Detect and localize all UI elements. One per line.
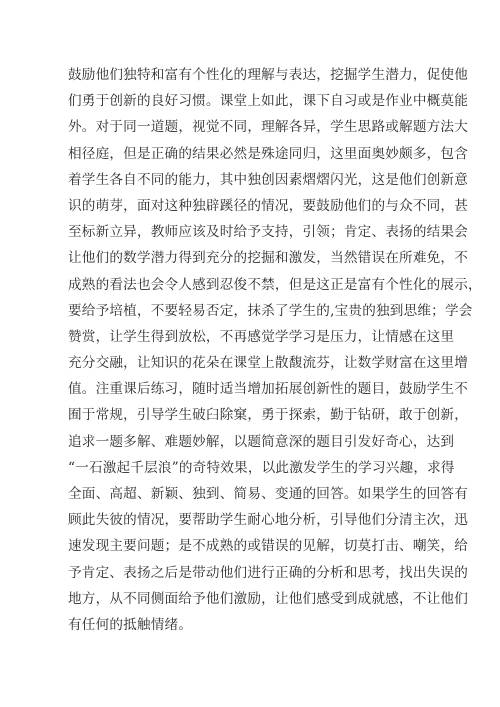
text-line: 让他们的数学潜力得到充分的挖掘和激发，当然错误在所难免，不 — [68, 250, 469, 267]
body-text — [68, 62, 482, 638]
text-line: 顾此失彼的情况，要帮助学生耐心地分析，引导他们分清主次，迅 — [68, 512, 469, 529]
text-line: 们勇于创新的良好习惯。课堂上如此，课下自习或是作业中概莫能 — [68, 93, 469, 110]
text-line: 外。对于同一道题，视觉不同，理解各异，学生思路或解题方法大 — [68, 119, 469, 136]
text-line: 予肯定、表扬之后是带动他们进行正确的分析和思考，找出失误的 — [68, 564, 469, 581]
text-line: 值。注重课后练习，随时适当增加拓展创新性的题目，鼓励学生不 — [68, 381, 469, 398]
text-line: “一石激起千层浪”的奇特效果，以此激发学生的学习兴趣，求得 — [68, 459, 455, 476]
text-line: 地方，从不同侧面给予他们激励，让他们感受到成就感，不让他们 — [68, 590, 469, 607]
text-line: 囿于常规，引导学生破臼除窠，勇于探索，勤于钻研，敢于创新， — [68, 407, 469, 424]
text-line: 有任何的抵触情绪。 — [68, 616, 193, 633]
text-line: 要给予培植，不要轻易否定，抹杀了学生的,宝贵的独到思维；学会 — [68, 302, 473, 319]
text-line: 赞赏，让学生得到放松，不再感觉学学习是压力，让情感在这里 — [68, 328, 455, 345]
text-line: 成熟的看法也会令人感到忍俊不禁，但是这正是富有个性化的展示， — [68, 276, 482, 293]
text-line: 追求一题多解、难题妙解，以题简意深的题目引发好奇心，达到 — [68, 433, 455, 450]
text-line: 至标新立异，教师应该及时给予支持，引领；肯定、表扬的结果会 — [68, 224, 469, 241]
text-line: 速发现主要问题；是不成熟的或错误的见解，切莫打击、嘲笑，给 — [68, 538, 469, 555]
text-line: 相径庭，但是正确的结果必然是殊途同归，这里面奥妙颇多，包含 — [68, 145, 469, 162]
text-line: 识的萌芽，面对这种独辟蹊径的情况，要鼓励他们的与众不同，甚 — [68, 197, 469, 214]
text-line: 全面、高超、新颖、独到、简易、变通的回答。如果学生的回答有 — [68, 486, 469, 502]
text-line: 着学生各自不同的能力，其中独创因素熠熠闪光，这是他们创新意 — [68, 171, 469, 188]
text-line: 充分交融，让知识的花朵在课堂上散馥流芬，让数学财富在这里增 — [68, 355, 469, 372]
text-line: 鼓励他们独特和富有个性化的理解与表达，挖掘学生潜力，促使他 — [68, 67, 469, 83]
